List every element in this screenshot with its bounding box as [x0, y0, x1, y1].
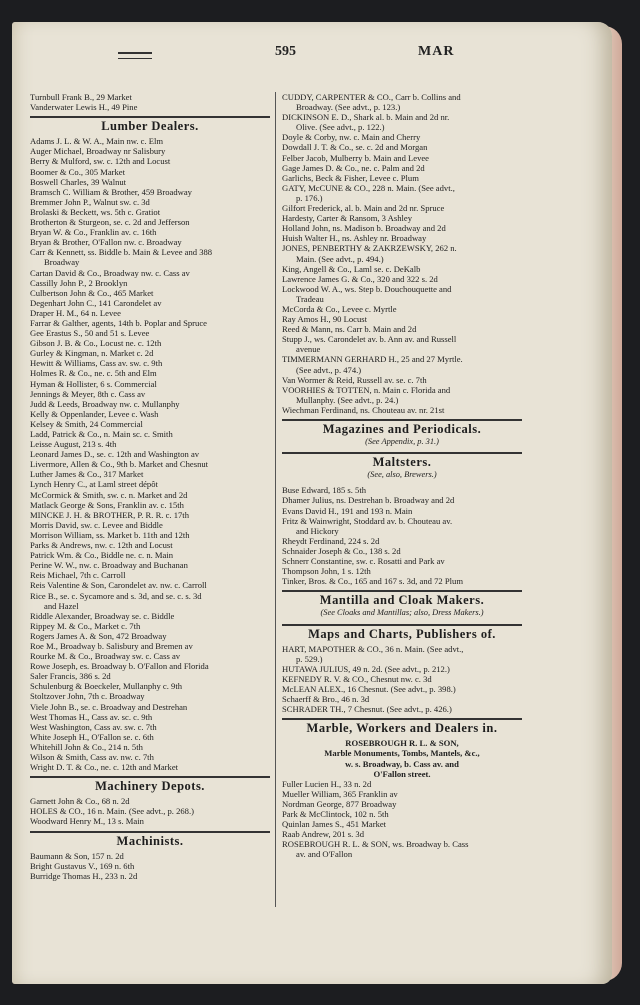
- running-title: MAR: [418, 44, 455, 59]
- listing-entry: Quinlan James S., 451 Market: [282, 819, 387, 830]
- listing-entry: Matlack George & Sons, Franklin av. c. 15th: [30, 499, 184, 510]
- listing-entry: Cassilly John P., 2 Brooklyn: [30, 277, 128, 288]
- listing-entry: DICKINSON E. D., Shark al. b. Main and 2d nr.: [282, 112, 450, 123]
- page-number: 595: [275, 44, 296, 59]
- listing-entry: Lawrence James G. & Co., 320 and 322 s. 2d: [282, 273, 438, 284]
- listing-entry: Brolaski & Beckett, ws. 5th c. Gratiot: [30, 206, 161, 217]
- cross-reference-note: (See, also, Brewers.): [367, 470, 437, 480]
- listing-entry: HOLES & CO., 16 n. Main. (See advt., p. 268.): [30, 806, 194, 817]
- listing-entry: McCormick & Smith, sw. c. n. Market and 2d: [30, 489, 188, 500]
- listing-entry: Whitehill John & Co., 214 n. 5th: [30, 741, 143, 752]
- section-heading: Lumber Dealers.: [30, 116, 270, 131]
- listing-entry: Leisse August, 213 s. 4th: [30, 439, 117, 450]
- cross-reference-note: (See Appendix, p. 31.): [365, 437, 439, 447]
- listing-entry: Boswell Charles, 39 Walnut: [30, 176, 127, 187]
- listing-entry: Garlichs, Beck & Fisher, Levee c. Plum: [282, 172, 419, 183]
- listing-entry: Perine W. W., nw. c. Broadway and Buchanan: [30, 560, 188, 571]
- listing-entry: Mueller William, 365 Franklin av: [282, 788, 398, 799]
- column-divider: [275, 92, 276, 907]
- listing-entry: Felber Jacob, Mulberry b. Main and Levee: [282, 152, 430, 163]
- listing-entry: HART, MAPOTHER & CO., 36 n. Main. (See advt.,: [282, 643, 464, 654]
- listing-entry: Rourke M. & Co., Broadway sw. c. Cass av: [30, 651, 181, 662]
- right-column: [282, 92, 522, 859]
- listing-entry: Baumann & Son, 157 n. 2d: [30, 850, 124, 861]
- listing-entry: Riddle Alexander, Broadway se. c. Biddle: [30, 610, 175, 621]
- listing-entry: Auger Michael, Broadway nr Salisbury: [30, 146, 166, 157]
- header-ornament-rule: [118, 52, 152, 59]
- listing-entry: Berry & Mulford, sw. c. 12th and Locust: [30, 156, 171, 167]
- listing-entry: Holmes R. & Co., ne. c. 5th and Elm: [30, 368, 157, 379]
- listing-entry: Schaerff & Bro., 46 n. 3d: [282, 694, 370, 705]
- listing-entry: Degenhart John C., 141 Carondelet av: [30, 297, 162, 308]
- listing-entry: King, Angell & Co., Laml se. c. DeKalb: [282, 263, 421, 274]
- listing-entry: Schnaider Joseph & Co., 138 s. 2d: [282, 545, 401, 556]
- listing-entry: Rice B., se. c. Sycamore and s. 3d, and se. c. s. 3d: [30, 590, 202, 601]
- listing-entry: Woodward Henry M., 13 s. Main: [30, 816, 144, 827]
- listing-entry: Turnbull Frank B., 29 Market: [30, 92, 132, 102]
- advertisement-line: O'Fallon street.: [373, 768, 431, 779]
- listing-entry: HUTAWA JULIUS, 49 n. 2d. (See advt., p. 212.): [282, 663, 450, 674]
- listing-entry: Hewitt & Williams, Cass av. sw. c. 9th: [30, 358, 163, 369]
- listing-entry: Bright Gustavus V., 169 n. 6th: [30, 860, 135, 871]
- page-header: [20, 44, 590, 64]
- section-heading: Marble, Workers and Dealers in.: [282, 718, 522, 733]
- listing-continuation: p. 176.): [296, 192, 323, 203]
- listing-entry: Draper H. M., 64 n. Levee: [30, 307, 121, 318]
- listing-entry: Morrison William, ss. Market b. 11th and 12th: [30, 529, 190, 540]
- listing-entry: GATY, McCUNE & CO., 228 n. Main. (See advt.,: [282, 182, 455, 193]
- listing-entry: Park & McClintock, 102 n. 5th: [282, 809, 389, 819]
- listing-entry: CUDDY, CARPENTER & CO., Carr b. Collins and: [282, 92, 461, 102]
- listing-entry: Rowe Joseph, es. Broadway b. O'Fallon and Florida: [30, 661, 209, 672]
- listing-entry: West Thomas H., Cass av. sc. c. 9th: [30, 711, 153, 722]
- listing-entry: Gage James D. & Co., ne. c. Palm and 2d: [282, 162, 425, 173]
- listing-entry: Judd & Leeds, Broadway nw. c. Mullanphy: [30, 398, 180, 409]
- listing-continuation: p. 529.): [296, 653, 323, 664]
- listing-entry: Bramsch C. William & Brother, 459 Broadway: [30, 186, 192, 197]
- listing-entry: Schnerr Constantine, sw. c. Rosatti and Park av: [282, 556, 445, 567]
- listing-entry: Ray Amos H., 90 Locust: [282, 314, 367, 325]
- listing-entry: Rippey M. & Co., Market c. 7th: [30, 620, 141, 631]
- listing-continuation: Tradeau: [296, 293, 324, 304]
- listing-entry: Buse Edward, 185 s. 5th: [282, 485, 367, 496]
- listing-entry: Jennings & Meyer, 8th c. Cass av: [30, 388, 146, 399]
- listing-entry: Viele John B., se. c. Broadway and Destrehan: [30, 701, 188, 712]
- listing-entry: Kelsey & Smith, 24 Commercial: [30, 418, 143, 429]
- listing-continuation: av. and O'Fallon: [296, 849, 353, 860]
- listing-entry: Van Wormer & Reid, Russell av. se. c. 7th: [282, 374, 427, 385]
- listing-entry: Patrick Wm. & Co., Biddle ne. c. n. Main: [30, 550, 174, 561]
- listing-entry: Hyman & Hollister, 6 s. Commercial: [30, 378, 157, 389]
- listing-entry: Dowdall J. T. & Co., se. c. 2d and Morgan: [282, 142, 428, 153]
- cross-reference-note: (See Cloaks and Mantillas; also, Dress Makers.): [320, 608, 484, 618]
- listing-entry: Burridge Thomas H., 233 n. 2d: [30, 870, 138, 881]
- listing-entry: Nordman George, 877 Broadway: [282, 798, 397, 809]
- listing-continuation: avenue: [296, 344, 321, 355]
- listing-entry: Dhamer Julius, ns. Destrehan b. Broadway and 2d: [282, 495, 455, 506]
- listing-entry: Tinker, Bros. & Co., 165 and 167 s. 3d, and 72 Plum: [282, 576, 464, 587]
- listing-entry: Fuller Lucien H., 33 n. 2d: [282, 778, 372, 789]
- listing-entry: VOORHIES & TOTTEN, n. Main c. Florida and: [282, 384, 451, 395]
- section-heading: Machinists.: [30, 831, 270, 846]
- listing-entry: Luther James & Co., 317 Market: [30, 469, 144, 480]
- listing-entry: Reis Valentine & Son, Carondelet av. nw. c. Carroll: [30, 580, 207, 591]
- listing-entry: Thompson John, 1 s. 12th: [282, 566, 371, 577]
- advertisement-line: w. s. Broadway, b. Cass av. and: [345, 758, 459, 769]
- left-column: [30, 92, 270, 881]
- listing-entry: Morris David, sw. c. Levee and Biddle: [30, 519, 163, 530]
- listing-entry: Boomer & Co., 305 Market: [30, 166, 125, 177]
- listing-entry: Lockwood W. A., ws. Step b. Douchouquette and: [282, 283, 452, 294]
- listing-entry: Reed & Mann, ns. Carr b. Main and 2d: [282, 324, 417, 335]
- listing-entry: Bryan & Brother, O'Fallon nw. c. Broadway: [30, 237, 182, 248]
- listing-entry: Holland John, ns. Madison b. Broadway and 2d: [282, 223, 446, 234]
- listing-entry: Evans David H., 191 and 193 n. Main: [282, 505, 413, 516]
- advertisement-line: ROSEBROUGH R. L. & SON,: [345, 738, 459, 749]
- section-heading: Maltsters.: [282, 452, 522, 467]
- listing-entry: Wiechman Ferdinand, ns. Chouteau av. nr. 21st: [282, 404, 445, 415]
- section-heading: Mantilla and Cloak Makers.: [282, 590, 522, 605]
- listing-entry: Reis Michael, 7th c. Carroll: [30, 570, 126, 581]
- listing-entry: Gilfort Frederick, al. b. Main and 2d nr. Spruce: [282, 203, 445, 214]
- listing-continuation: and Hazel: [44, 600, 79, 611]
- section-heading: Magazines and Periodicals.: [282, 419, 522, 434]
- listing-entry: Hardesty, Carter & Ransom, 3 Ashley: [282, 213, 412, 224]
- listing-entry: Leonard James D., se. c. 12th and Washington av: [30, 449, 200, 460]
- listing-continuation: Mullanphy. (See advt., p. 24.): [296, 394, 399, 405]
- listing-entry: Garnett John & Co., 68 n. 2d: [30, 796, 130, 807]
- listing-entry: Raab Andrew, 201 s. 3d: [282, 829, 365, 840]
- listing-entry: West Washington, Cass av. sw. c. 7th: [30, 721, 157, 732]
- listing-entry: Vanderwater Lewis H., 49 Pine: [30, 102, 138, 113]
- advertisement-line: Marble Monuments, Tombs, Mantels, &c.,: [324, 748, 480, 759]
- listing-entry: Huish Walter H., ns. Ashley nr. Broadway: [282, 233, 427, 244]
- listing-entry: Gibson J. B. & Co., Locust ne. c. 12th: [30, 338, 162, 349]
- listing-entry: Stoltzover John, 7th c. Broadway: [30, 691, 145, 702]
- listing-entry: Livermore, Allen & Co., 9th b. Market and Chesnut: [30, 459, 209, 470]
- listing-entry: Doyle & Corby, nw. c. Main and Cherry: [282, 132, 421, 143]
- listing-entry: Bryan W. & Co., Franklin av. c. 16th: [30, 227, 157, 238]
- listing-continuation: Broadway: [44, 257, 80, 268]
- listing-entry: McCorda & Co., Levee c. Myrtle: [282, 303, 397, 314]
- listing-entry: SCHRADER TH., 7 Chesnut. (See advt., p. 426.): [282, 704, 452, 715]
- listing-entry: Brotherton & Sturgeon, se. c. 2d and Jefferson: [30, 217, 190, 228]
- listing-entry: Bremmer John P., Walnut sw. c. 3d: [30, 196, 150, 207]
- listing-entry: Saler Francis, 386 s. 2d: [30, 671, 111, 682]
- listing-entry: McLEAN ALEX., 16 Chesnut. (See advt., p. 398.): [282, 683, 456, 694]
- listing-entry: Cartan David & Co., Broadway nw. c. Cass av: [30, 267, 190, 278]
- listing-continuation: Olive. (See advt., p. 122.): [296, 122, 385, 133]
- listing-entry: Rogers James A. & Son, 472 Broadway: [30, 630, 167, 641]
- listing-entry: TIMMERMANN GERHARD H., 25 and 27 Myrtle.: [282, 354, 463, 365]
- listing-entry: Gee Erastus S., 50 and 51 s. Levee: [30, 328, 150, 339]
- listing-entry: Carr & Kennett, ss. Biddle b. Main & Levee and 388: [30, 247, 213, 258]
- listing-entry: Roe M., Broadway b. Salisbury and Bremen av: [30, 640, 193, 651]
- listing-entry: Parks & Andrews, nw. c. 12th and Locust: [30, 540, 173, 551]
- listing-entry: Kelly & Oppenlander, Levee c. Wash: [30, 408, 159, 419]
- listing-entry: Wilson & Smith, Cass av. nw. c. 7th: [30, 752, 154, 762]
- listing-entry: Lynch Henry C., at Laml street dépôt: [30, 479, 158, 490]
- listing-entry: MINCKE J. H. & BROTHER, P. R. R. c. 17th: [30, 509, 189, 520]
- listing-entry: JONES, PENBERTHY & ZAKRZEWSKY, 262 n.: [282, 243, 457, 254]
- listing-continuation: and Hickory: [296, 525, 339, 536]
- listing-continuation: Main. (See advt., p. 494.): [296, 253, 384, 264]
- listing-entry: Farrar & Galther, agents, 14th b. Poplar and Spruce: [30, 317, 207, 328]
- listing-entry: KEFNEDY R. V. & CO., Chesnut nw. c. 3d: [282, 673, 432, 684]
- listing-entry: Stupp J., ws. Carondelet av. b. Ann av. and Russell: [282, 334, 457, 345]
- listing-entry: Schulenburg & Boeckeler, Mullanphy c. 9th: [30, 681, 183, 692]
- listing-entry: Fritz & Wainwright, Stoddard av. b. Chouteau av.: [282, 515, 453, 526]
- listing-entry: Ladd, Patrick & Co., n. Main sc. c. Smith: [30, 429, 173, 439]
- section-heading: Maps and Charts, Publishers of.: [282, 624, 522, 639]
- listing-continuation: (See advt., p. 474.): [296, 364, 362, 375]
- listing-entry: Wright D. T. & Co., ne. c. 12th and Market: [30, 762, 179, 773]
- listing-entry: Adams J. L. & W. A., Main nw. c. Elm: [30, 136, 164, 147]
- listing-entry: White Joseph H., O'Fallon se. c. 6th: [30, 731, 154, 742]
- listing-entry: Culbertson John & Co., 465 Market: [30, 287, 154, 298]
- listing-entry: ROSEBROUGH R. L. & SON, ws. Broadway b. Cass: [282, 839, 469, 850]
- section-heading: Machinery Depots.: [30, 776, 270, 791]
- listing-entry: Rheydt Ferdinand, 224 s. 2d: [282, 535, 380, 546]
- listing-continuation: Broadway. (See advt., p. 123.): [296, 102, 401, 113]
- listing-entry: Gurley & Kingman, n. Market c. 2d: [30, 348, 154, 359]
